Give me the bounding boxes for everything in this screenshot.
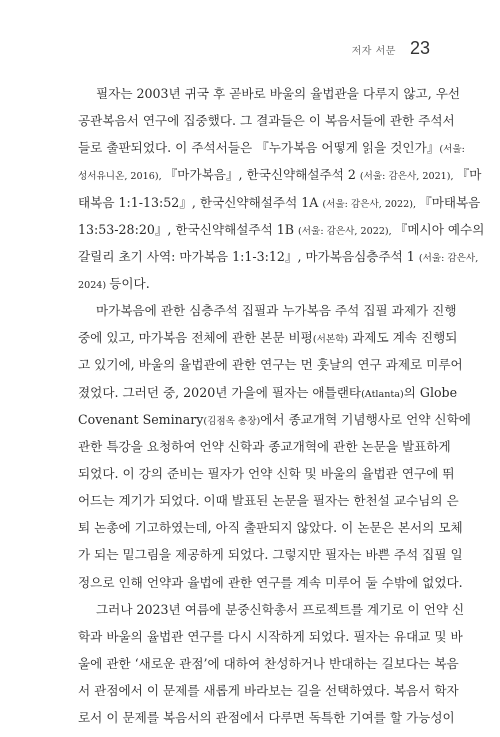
body-text: [78, 80, 485, 731]
line-text: 『마태복음: [419, 194, 481, 210]
text-line: [78, 596, 465, 623]
line-text: 되었다. 이 강의 준비는 필자가 언약 신학 및 바울의 율법관 연구에 뛰: [78, 465, 455, 481]
text-line: [78, 677, 459, 704]
line-text: 태복음 1:1-13:52』, 한국신약해설주석 1A: [78, 194, 323, 210]
citation-text: 성서유니온, 2016),: [78, 171, 165, 183]
line-text: 고 있기에, 바울의 율법관에 관한 연구는 먼 훗날의 연구 과제로 미루어: [78, 357, 463, 373]
line-text: 들로 출판되었다. 이 주석서들은 『누가복음 어떻게 읽을 것인가』: [78, 140, 440, 156]
line-text: 『마가복음』, 한국신약해설주석 2: [164, 167, 360, 183]
citation-text: (서울: 감은사, 2021),: [359, 171, 457, 183]
line-text: 가 되는 밑그림을 제공하게 되었다. 그렇지만 필자는 바쁜 주석 집필 일: [78, 547, 463, 563]
text-line: [78, 514, 463, 541]
running-head: [352, 38, 430, 59]
text-line: [78, 460, 455, 487]
line-text: 공관복음서 연구에 집중했다. 그 결과들은 이 복음서들에 관한 주석서: [78, 113, 455, 129]
line-text: 어드는 계기가 되었다. 이때 발표된 논문을 필자는 한천설 교수님의 은: [78, 493, 459, 509]
text-line: [78, 324, 458, 351]
line-text: 로서 이 문제를 복음서의 관점에서 다루면 독특한 기여를 할 가능성이: [78, 710, 455, 726]
line-text: 등이다.: [109, 275, 150, 291]
text-line: [78, 80, 461, 107]
line-text: 관한 특강을 요청하여 언약 신학과 종교개혁에 관한 논문을 발표하게: [78, 438, 451, 454]
page-number: 23: [409, 38, 430, 58]
line-text: 서 관점에서 이 문제를 새롭게 바라보는 길을 선택하였다. 복음서 학자: [78, 683, 459, 699]
citation-text: (서본학): [312, 334, 349, 346]
text-line: [78, 351, 463, 378]
text-line: [78, 487, 459, 514]
text-line: [78, 623, 463, 650]
paragraph: [78, 596, 465, 732]
citation-text: (Atlanta): [361, 388, 404, 400]
line-text: 중에 있고, 마가복음 전체에 관한 본문 비평: [78, 330, 313, 346]
text-line: [78, 107, 455, 134]
line-text: 졌었다. 그러던 중, 2020년 가을에 필자는 애틀랜타: [78, 384, 362, 400]
text-line: [78, 406, 471, 433]
text-line: [78, 216, 485, 243]
citation-text: (김점옥 총장): [203, 415, 261, 427]
line-text: 필자는 2003년 귀국 후 곧바로 바울의 율법관을 다루지 않고, 우선: [96, 86, 461, 101]
text-line: [78, 270, 434, 297]
text-line: [78, 569, 463, 596]
line-text: 학과 바울의 율법관 연구를 다시 시작하게 되었다. 필자는 유대교 및 바: [78, 628, 463, 644]
line-text: 정으로 인해 언약과 율법에 관한 연구를 계속 미루어 둘 수밖에 없었다.: [78, 574, 463, 590]
citation-text: (서울: 감은사, 2022),: [298, 225, 395, 237]
citation-text: 2024): [78, 279, 110, 291]
text-line: [78, 541, 463, 568]
line-text: 퇴 논총에 기고하였는데, 아직 출판되지 않았다. 이 논문은 본서의 모체: [78, 520, 463, 536]
citation-text: (서울: 감은사,: [418, 252, 479, 264]
section-title: 저자 서문: [351, 46, 396, 57]
text-line: [78, 134, 465, 161]
line-text: 『메시아 예수의: [394, 221, 485, 237]
text-line: [78, 704, 455, 731]
text-line: [78, 243, 479, 270]
text-line: [78, 379, 458, 406]
line-text: 에서 종교개혁 기념행사로 언약 신학에: [260, 411, 471, 427]
text-line: [78, 189, 481, 216]
line-text: 갈릴리 초기 사역: 마가복음 1:1-3:12』, 마가복음심층주석 1: [78, 248, 419, 264]
paragraph: [78, 297, 471, 596]
text-line: [78, 297, 457, 324]
line-text: 의 Globe: [403, 384, 458, 400]
line-text: 마가복음에 관한 심층주석 집필과 누가복음 주석 집필 과제가 진행: [96, 303, 457, 319]
line-text: 『마: [456, 167, 482, 183]
text-line: [78, 161, 482, 188]
line-text: 울에 관한 ‘새로운 관점’에 대하여 찬성하거나 반대하는 길보다는 복음: [78, 655, 459, 671]
citation-text: (서울: 감은사, 2022),: [322, 198, 420, 210]
line-text: 과제도 계속 진행되: [348, 330, 458, 346]
text-line: [78, 650, 459, 677]
paragraph: [78, 80, 485, 297]
citation-text: (서울:: [439, 144, 465, 156]
text-line: [78, 433, 451, 460]
line-text: 그러나 2023년 여름에 분중신학총서 프로젝트를 계기로 이 언약 신: [96, 601, 465, 617]
line-text: Covenant Seminary: [78, 411, 204, 427]
line-text: 13:53-28:20』, 한국신약해설주석 1B: [78, 221, 299, 237]
